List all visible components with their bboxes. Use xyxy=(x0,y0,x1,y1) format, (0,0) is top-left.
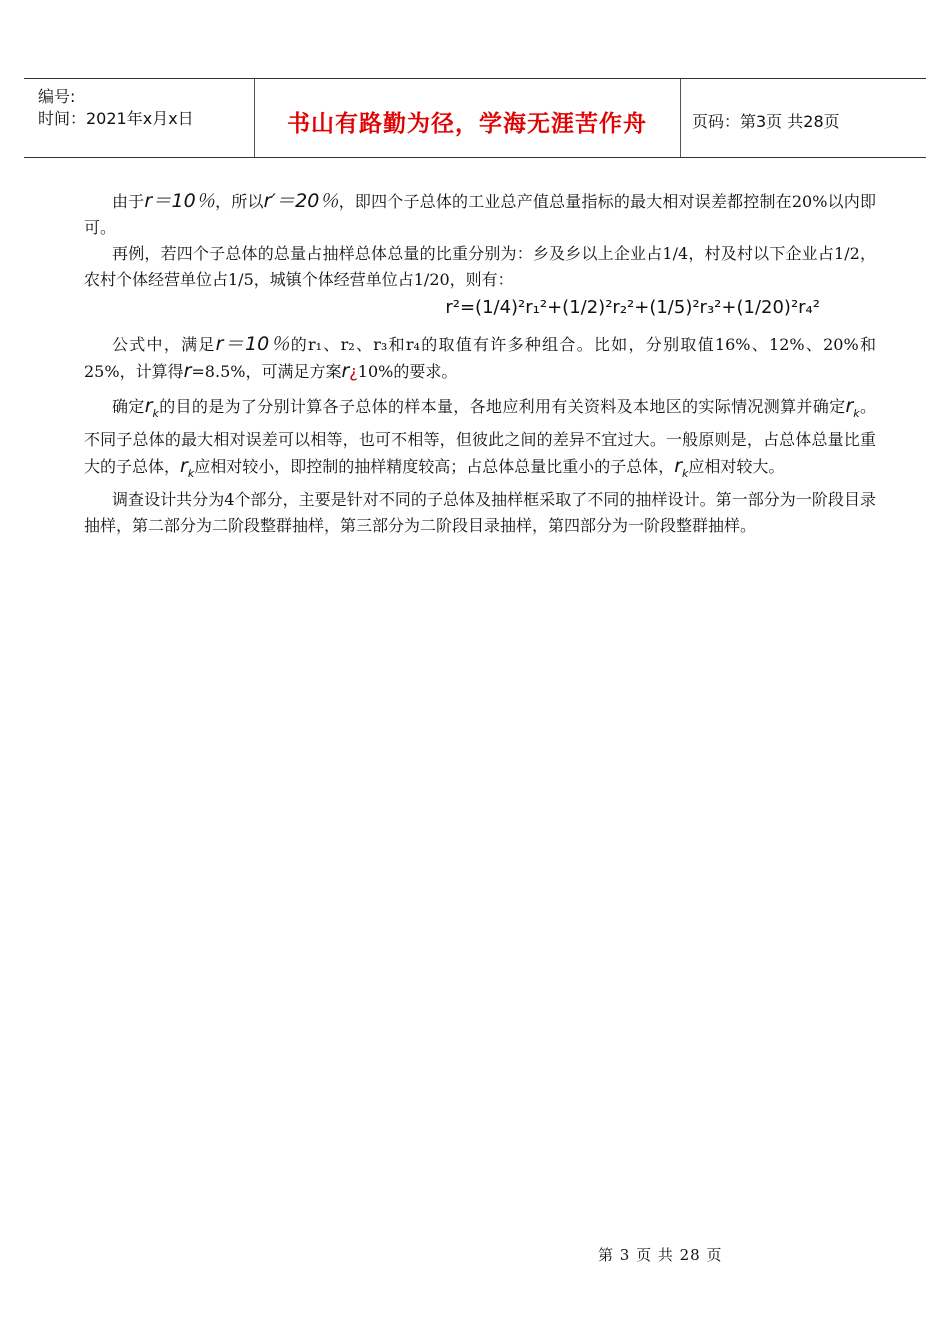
p4-symbol-rk-4: $r_k$ xyxy=(674,454,689,480)
paragraph-3 xyxy=(84,331,876,385)
p3-symbol-r: r xyxy=(183,360,192,382)
p1-text-b: ，所以 xyxy=(215,192,264,211)
paragraph-1 xyxy=(84,188,876,241)
header-page-cell xyxy=(680,79,926,157)
p4-text-e: 应相对较大。 xyxy=(688,456,785,476)
doc-number-label: 编号: xyxy=(38,87,76,106)
motto-text: 书山有路勤为径，学海无涯苦作舟 xyxy=(287,110,647,137)
header-info-cell xyxy=(24,79,255,157)
p4-text-b: 的目的是为了分别计算各子总体的样本量，各地应利用有关资料及本地区的实际情况测算并确定 xyxy=(158,397,846,416)
p1-equation-r: r＝10％ xyxy=(144,190,216,212)
p4-symbol-rk-1: $r_k$ xyxy=(144,395,159,420)
p3-equation-r: r＝10％ xyxy=(215,333,291,355)
p3-text-b: 的r₁、r₂、r₃和r₄的取值有许多种组合。比如，分别取值16%、12%、20%和25%，计算得 xyxy=(84,335,876,381)
p4-symbol-rk-2: $r_k$ xyxy=(845,395,860,420)
p3-symbol-r2: r xyxy=(341,360,350,382)
p4-text-a: 确定 xyxy=(112,397,145,416)
p3-text-c: =8.5%，可满足方案 xyxy=(191,362,342,381)
page-footer: 第 3 页 共 28 页 xyxy=(598,1246,723,1264)
header-motto-cell xyxy=(254,79,681,157)
header-page-label: 页码：第3页 共28页 xyxy=(692,111,840,131)
p4-text-c: 。不同子总体的最大相对误差可以相等，也可不相等，但彼此之间的差异不宜过大。一般原则是，占总体总量比重大的子总体， xyxy=(84,397,876,476)
p1-equation-r-prime: r′＝20％ xyxy=(263,190,339,212)
p4-symbol-rk-3: $r_k$ xyxy=(180,454,195,480)
p3-missing-glyph: ¿ xyxy=(349,362,358,381)
paragraph-5: 调查设计共分为4个部分，主要是针对不同的子总体及抽样框采取了不同的抽样设计。第一部分为一阶段目录抽样，第二部分为二阶段整群抽样，第三部分为二阶段目录抽样，第四部分为一阶段整群抽样。 xyxy=(84,489,876,535)
p3-text-d: 10%的要求。 xyxy=(357,362,458,381)
p4-text-d: 应相对较小，即控制的抽样精度较高；占总体总量比重小的子总体， xyxy=(194,456,675,476)
variance-formula: r²=(1/4)²r₁²+(1/2)²r₂²+(1/5)²r₃²+(1/20)²r₄² xyxy=(445,297,820,318)
document-body xyxy=(84,188,876,539)
p1-text-a: 由于 xyxy=(112,192,145,211)
p3-text-a: 公式中，满足 xyxy=(112,335,216,354)
page-header xyxy=(24,78,926,158)
paragraph-4 xyxy=(84,393,876,487)
p1-text-c: ，即四个子总体的工业总产值总量指标的最大相对误差都控制在20%以内即可。 xyxy=(84,192,876,237)
doc-time-label: 时间：2021年x月x日 xyxy=(38,109,194,128)
paragraph-2: 再例，若四个子总体的总量占抽样总体总量的比重分别为：乡及乡以上企业占1/4，村及村以下企业占1/2，农村个体经营单位占1/5，城镇个体经营单位占1/20，则有： xyxy=(84,244,876,289)
